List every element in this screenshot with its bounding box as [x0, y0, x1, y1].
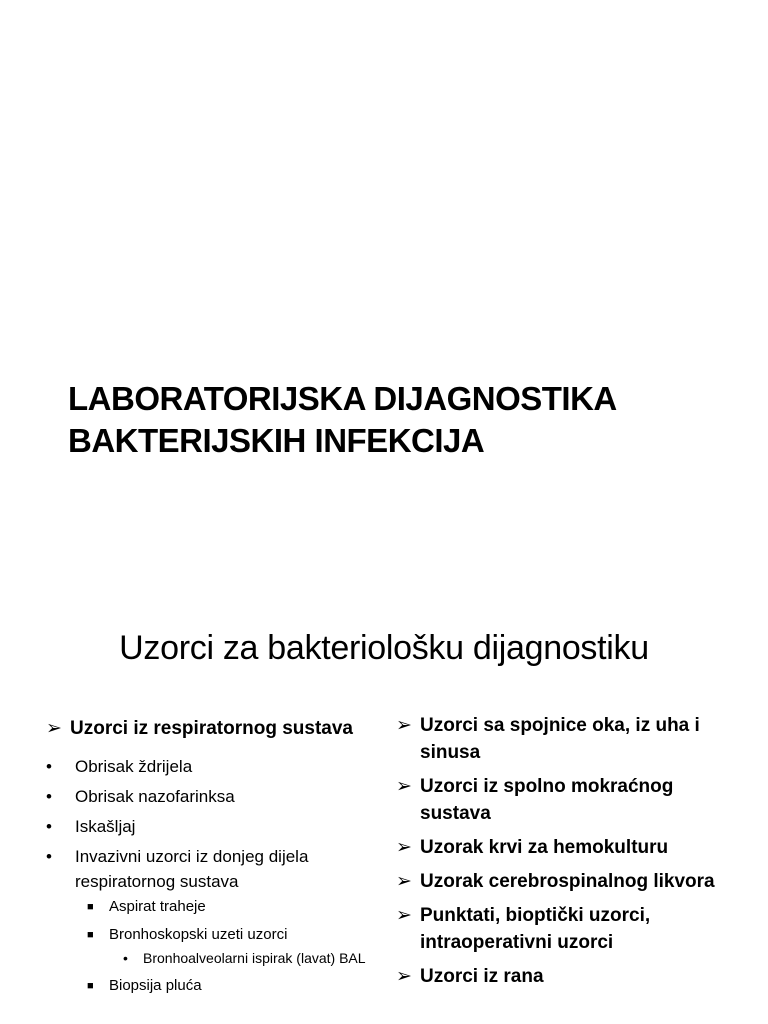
arrow-bullet-icon: ➢ [396, 776, 412, 797]
square-bullet-icon: ■ [87, 980, 94, 992]
bronchoscopic-sublist [109, 948, 376, 969]
left-heading [46, 716, 376, 742]
sublist-item: ■ Aspirat traheje [75, 896, 376, 918]
list-item: • Obrisak ždrijela [46, 754, 376, 779]
sublist-item: ■ Bronhoskopski uzeti uzorci • Bronhoalveolarni ispirak (lavat) BAL [75, 924, 376, 969]
arrow-bullet-icon: ➢ [396, 966, 412, 987]
bullet-icon: • [46, 787, 52, 806]
title-line-1: LABORATORIJSKA DIJAGNOSTIKA [68, 380, 617, 417]
arrow-bullet-icon: ➢ [396, 715, 412, 736]
list-item: • Obrisak nazofarinksa [46, 784, 376, 809]
right-list-item: ➢ Uzorak krvi za hemokulturu [396, 834, 736, 861]
slide-2-title: Uzorci za bakteriološku dijagnostiku [119, 629, 649, 667]
slide-1-title [68, 378, 728, 462]
bullet-icon: • [46, 847, 52, 866]
right-list-item: ➢ Uzorci sa spojnice oka, iz uha i sinusa [396, 712, 736, 766]
square-bullet-icon: ■ [87, 929, 94, 941]
right-column [396, 712, 736, 997]
bullet-icon: • [123, 950, 128, 966]
subsublist-item: • Bronhoalveolarni ispirak (lavat) BAL [109, 948, 376, 969]
list-item: • Iskašljaj [46, 814, 376, 839]
left-column [46, 716, 376, 1003]
right-list-item: ➢ Punktati, bioptički uzorci, intraoperativni uzorci [396, 902, 736, 956]
bullet-icon: • [46, 757, 52, 776]
invasive-samples-sublist [75, 896, 376, 997]
right-list-item: ➢ Uzorci iz spolno mokraćnog sustava [396, 773, 736, 827]
arrow-bullet-icon: ➢ [46, 718, 62, 739]
title-line-2: BAKTERIJSKIH INFEKCIJA [68, 422, 485, 459]
right-list-item: ➢ Uzorci iz rana [396, 963, 736, 990]
sublist-item: ■ Biopsija pluća [75, 975, 376, 997]
arrow-bullet-icon: ➢ [396, 905, 412, 926]
arrow-bullet-icon: ➢ [396, 837, 412, 858]
left-heading-text: Uzorci iz respiratornog sustava [70, 718, 353, 739]
bullet-icon: • [46, 817, 52, 836]
right-list-item: ➢ Uzorak cerebrospinalnog likvora [396, 868, 736, 895]
arrow-bullet-icon: ➢ [396, 871, 412, 892]
list-item: • Invazivni uzorci iz donjeg dijela respiratornog sustava ■ Aspirat traheje ■ Bronhoskopski uzeti uzorci • Bronhoalveolarni ispirak (lavat) BAL ■ Biopsija pluća [46, 844, 376, 997]
slide-2 [0, 578, 768, 1024]
respiratory-samples-list [46, 754, 376, 997]
square-bullet-icon: ■ [87, 901, 94, 913]
